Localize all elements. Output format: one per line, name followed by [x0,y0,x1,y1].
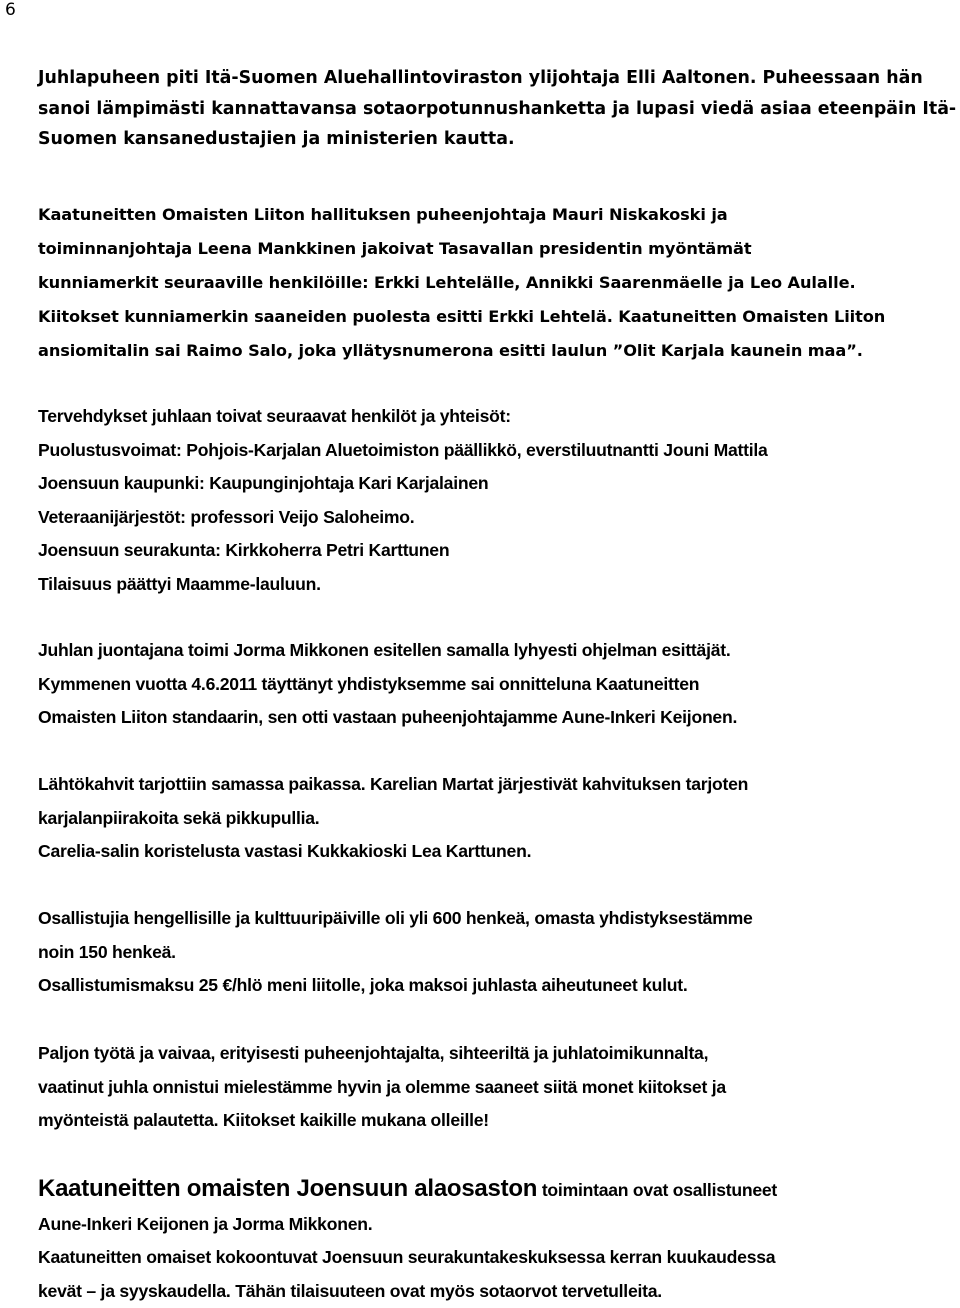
text-line: karjalanpiirakoita sekä pikkupullia. [38,807,320,828]
text-line: Paljon työtä ja vaivaa, erityisesti puheenjohtajalta, sihteeriltä ja juhlatoimikunnalta, [38,1043,709,1063]
text-line: Suomen kansanedustajien ja ministerien kautta. [38,129,515,149]
paragraph-awards [38,198,958,368]
paragraph-participants [38,902,958,1003]
text-line: myönteistä palautetta. Kiitokset kaikille mukana olleille! [38,1110,489,1131]
subsection-heading: Kaatuneitten omaisten Joensuun alaosaston [38,1175,538,1202]
text-line: Kaatuneitten Omaisten Liiton hallituksen puheenjohtaja Mauri Niskakoski ja [38,205,728,224]
text-line: Osallistujia hengellisille ja kulttuuripäiville oli yli 600 henkeä, omasta yhdistyksestämme [38,908,753,928]
text-line: Carelia-salin koristelusta vastasi Kukkakioski Lea Karttunen. [38,841,532,862]
text-line: Tilaisuus päättyi Maamme-lauluun. [38,573,321,594]
text-line: Joensuun seurakunta: Kirkkoherra Petri Karttunen [38,540,450,561]
text-line: Tervehdykset juhlaan toivat seuraavat henkilöt ja yhteisöt: [38,406,511,426]
paragraph-host [38,634,958,735]
paragraph-coffee [38,768,958,869]
text-line: Kiitokset kunniamerkin saaneiden puolesta esitti Erkki Lehtelä. Kaatuneitten Omaisten Liiton [38,307,886,326]
text-line: Omaisten Liiton standaarin, sen otti vastaan puheenjohtajamme Aune-Inkeri Keijonen. [38,707,738,728]
text-line: Joensuun kaupunki: Kaupunginjohtaja Kari Karjalainen [38,473,489,494]
paragraph-greetings [38,400,958,602]
text-line: vaatinut juhla onnistui mielestämme hyvin ja olemme saaneet siitä monet kiitokset ja [38,1076,726,1097]
text-line: toiminnanjohtaja Leena Mankkinen jakoivat Tasavallan presidentin myöntämät [38,239,752,258]
text-line: Kaatuneitten omaiset kokoontuvat Joensuun seurakuntakeskuksessa kerran kuukaudessa [38,1247,776,1268]
text-line: kevät – ja syyskaudella. Tähän tilaisuuteen ovat myös sotaorvot tervetulleita. [38,1280,662,1301]
heading-continuation: toimintaan ovat osallistuneet [537,1180,778,1200]
text-line: Juhlan juontajana toimi Jorma Mikkonen esitellen samalla lyhyesti ohjelman esittäjät. [38,640,731,660]
text-line: Osallistumismaksu 25 €/hlö meni liitolle, joka maksoi juhlasta aiheutuneet kulut. [38,975,688,996]
text-line [38,1172,958,1208]
text-line: sanoi lämpimästi kannattavansa sotaorpotunnushanketta ja lupasi viedä asiaa eteenpäin Itä- [38,98,957,119]
text-line: Kymmenen vuotta 4.6.2011 täyttänyt yhdistyksemme sai onnitteluna Kaatuneitten [38,673,700,694]
text-line: Aune-Inkeri Keijonen ja Jorma Mikkonen. [38,1213,373,1234]
text-line: Puolustusvoimat: Pohjois-Karjalan Aluetoimiston päällikkö, everstiluutnantti Jouni Mattila [38,439,768,460]
text-line: Lähtökahvit tarjottiin samassa paikassa. Karelian Martat järjestivät kahvituksen tarjoten [38,774,749,794]
text-line: Juhlapuheen piti Itä-Suomen Aluehallintoviraston ylijohtaja Elli Aaltonen. Puheessaan hän [38,68,923,88]
paragraph-thanks [38,1037,958,1138]
page-number: 6 [5,0,16,20]
paragraph-subsection [38,1172,958,1308]
text-line: Veteraanijärjestöt: professori Veijo Saloheimo. [38,506,415,527]
text-line: noin 150 henkeä. [38,941,176,962]
text-line: ansiomitalin sai Raimo Salo, joka yllätysnumerona esitti laulun ”Olit Karjala kaunein maa”. [38,341,863,360]
text-line: kunniamerkit seuraaville henkilöille: Erkki Lehtelälle, Annikki Saarenmäelle ja Leo Aulalle. [38,273,856,292]
paragraph-speech [38,63,958,155]
